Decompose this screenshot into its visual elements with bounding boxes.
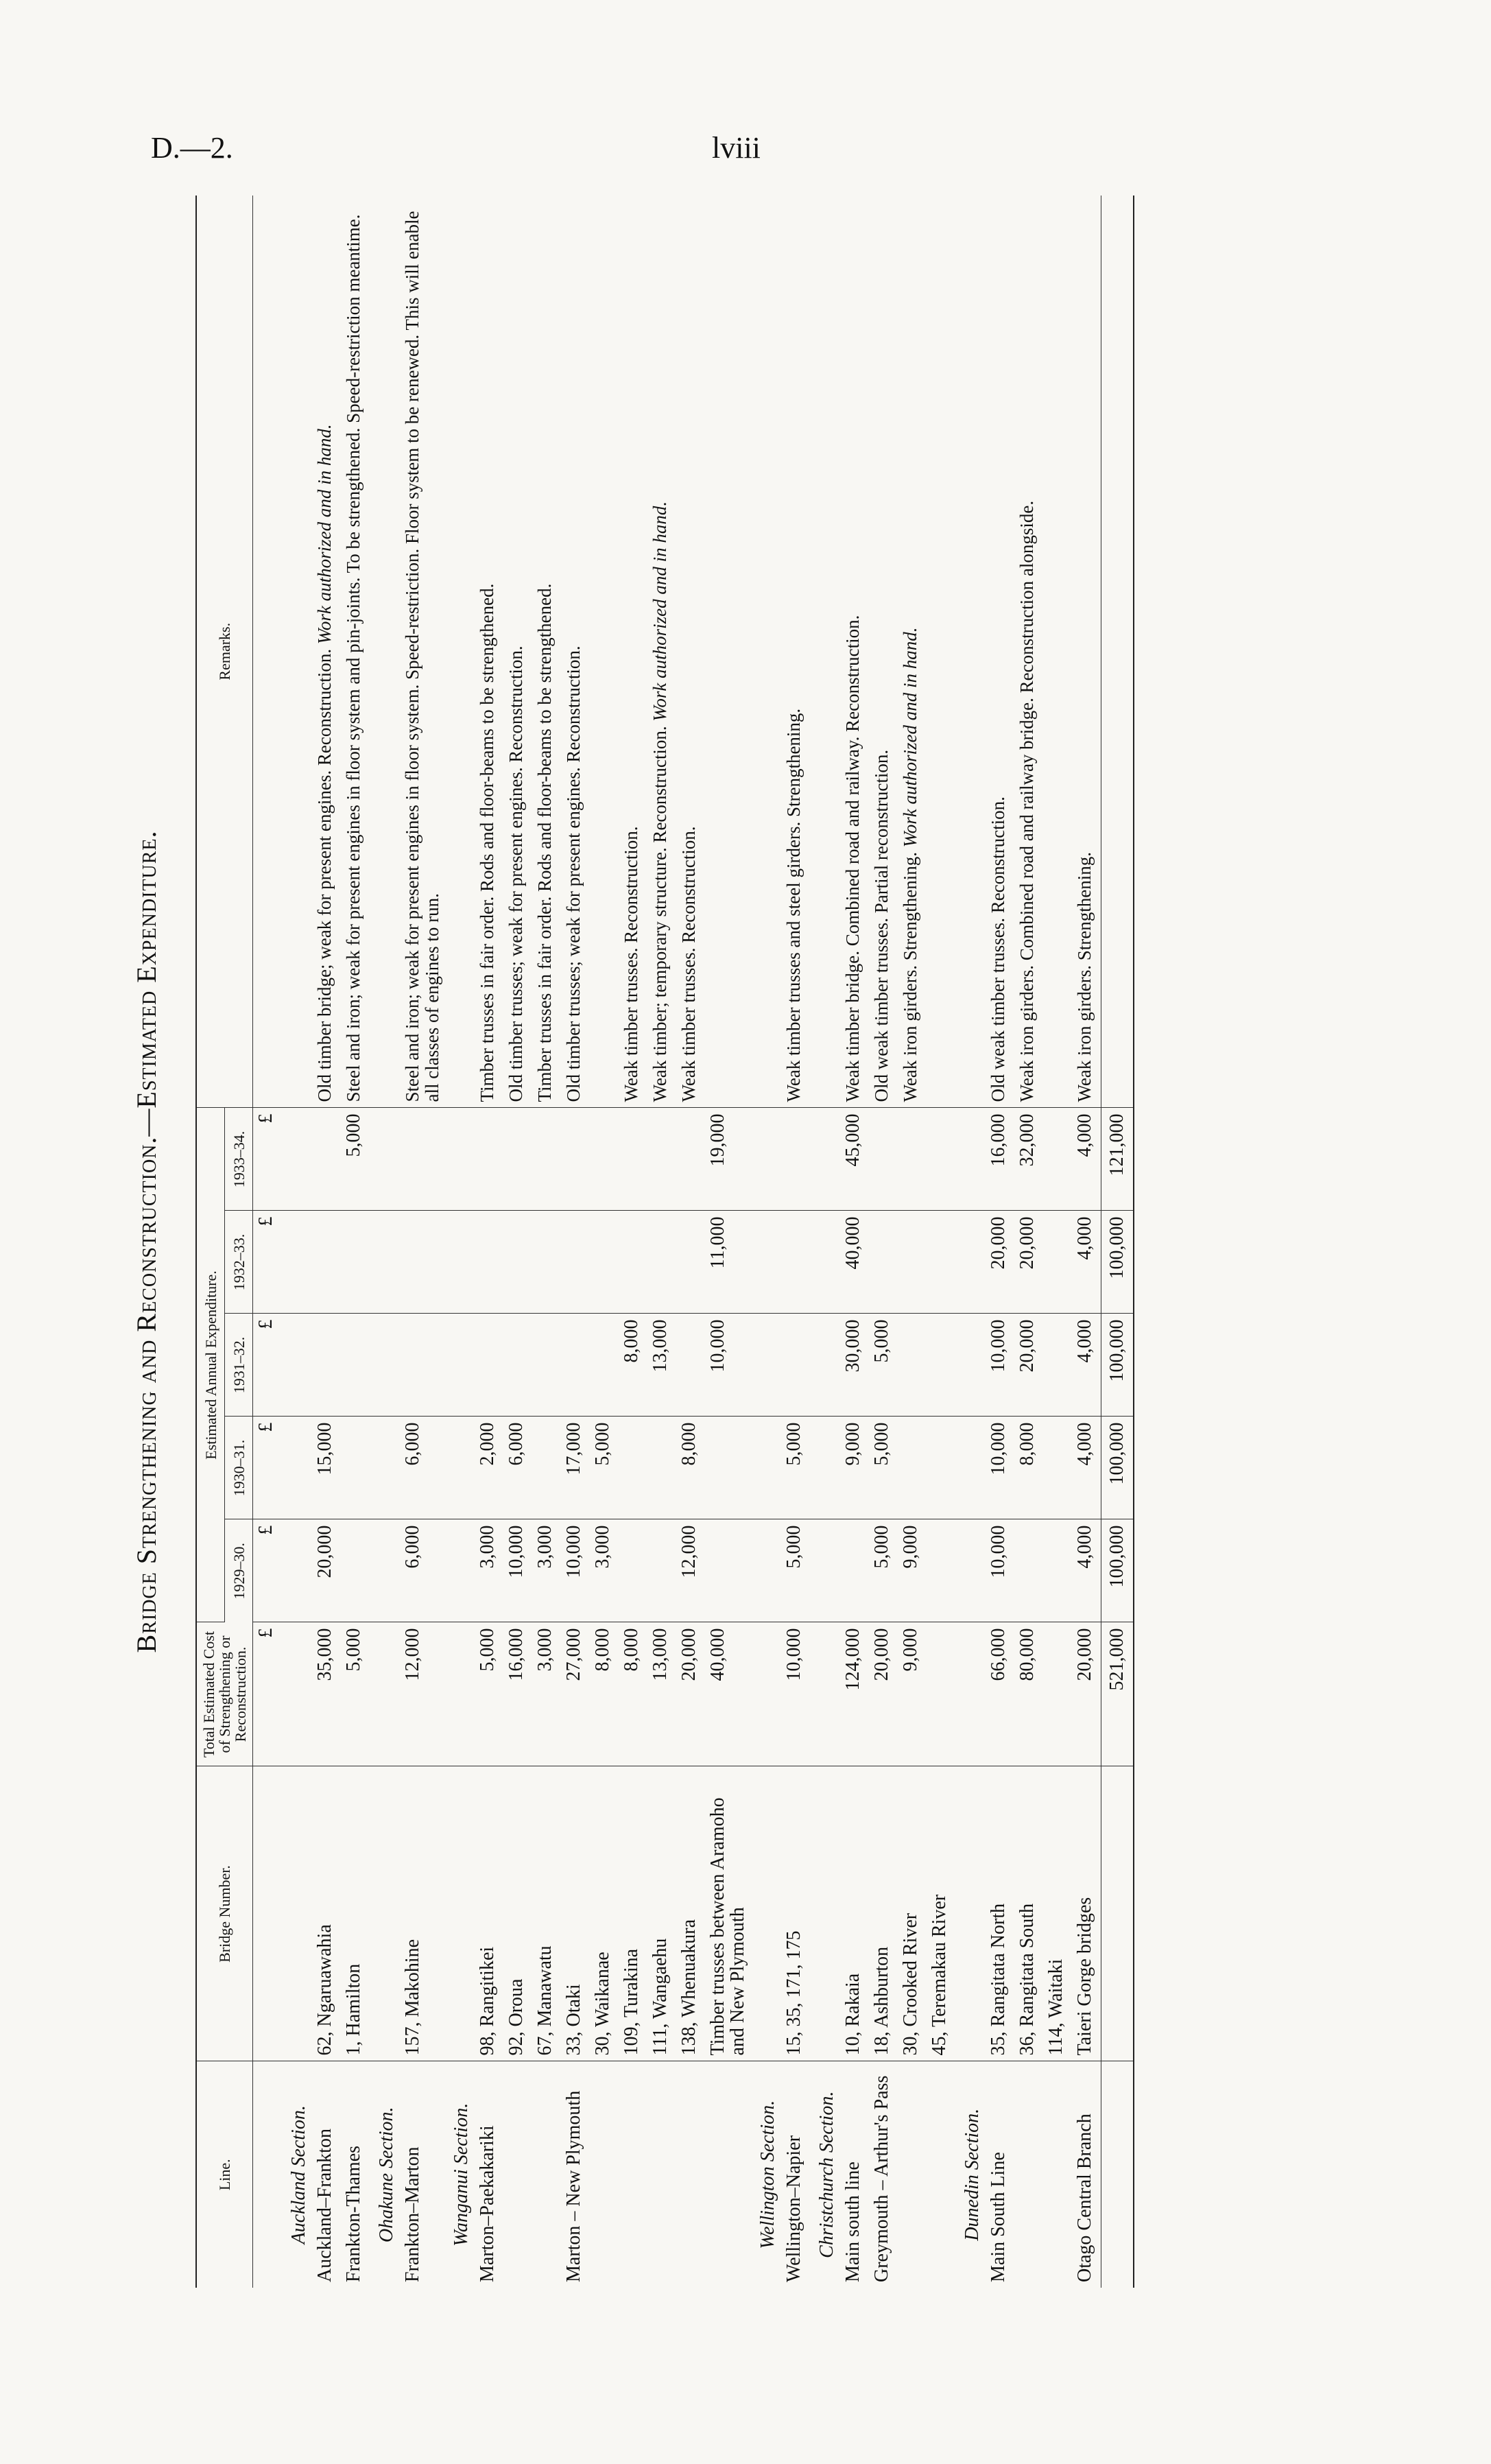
total-cell: 35,000 [312, 1622, 341, 1766]
currency-mark: £ [253, 1211, 283, 1314]
remarks-cell: Weak iron girders. Combined road and railway bridge. Reconstruction alongside. [1014, 196, 1043, 1108]
table-row: Main south line 10, Rakaia 124,000 9,000 30,000 40,000 45,000 Weak timber bridge. Combined road and railway. Reconstruction. [840, 196, 869, 2288]
year-cell [312, 1211, 341, 1314]
line-cell: Greymouth – Arthur's Pass [870, 2075, 892, 2282]
line-cell: Marton–Paekakariki [476, 2125, 498, 2282]
col-annual: Estimated Annual Expenditure. [196, 1108, 225, 1622]
bridge-cell: 30, Waikanae [590, 1766, 619, 2061]
table-row: 36, Rangitata South 80,000 8,000 20,000 20,000 32,000 Weak iron girders. Combined road and railway bridge. Reconstruction alongside. [1014, 196, 1043, 2288]
col-total: Total Estimated Cost of Strengthening or Reconstruction. [196, 1622, 253, 1766]
currency-mark: £ [253, 1622, 283, 1766]
table-row: Main South Line 35, Rangitata North 66,000 10,000 10,000 10,000 20,000 16,000 Old weak timber trusses. Reconstruction. [986, 196, 1014, 2288]
year-sum: 100,000 [1101, 1519, 1134, 1622]
line-cell: Frankton-Thames [343, 2145, 365, 2282]
bridge-cell: 67, Manawatu [532, 1766, 561, 2061]
bridge-cell: 18, Ashburton [869, 1766, 898, 2061]
bridge-cell: 157, Makohine [400, 1766, 444, 2061]
remarks-cell: Weak iron girders. Strengthening. [1072, 196, 1101, 1108]
line-cell: Main south line [842, 2161, 863, 2282]
table-row: 30, Waikanae 8,000 3,000 5,000 [590, 196, 619, 2288]
col-year: 1932–33. [225, 1211, 253, 1314]
remarks-cell: Old weak timber trusses. Partial reconstruction. [869, 196, 898, 1108]
section-heading: Ohakune Section. [376, 2107, 398, 2242]
bridge-cell: 114, Waitaki [1043, 1766, 1072, 2061]
year-sum: 100,000 [1101, 1211, 1134, 1314]
remarks-cell: Timber trusses in fair order. Rods and floor-beams to be strengthened. [532, 196, 561, 1108]
year-cell: 20,000 [312, 1519, 341, 1622]
rotated-table-sheet [130, 196, 1379, 2288]
table-row: Marton–Paekakariki 98, Rangitikei 5,000 3,000 2,000 Timber trusses in fair order. Rods and floor-beams to be strengthened. [475, 196, 503, 2288]
table-row: 111, Wangaehu 13,000 13,000 Weak timber; temporary structure. Reconstruction. Work authorized and in hand. [647, 196, 676, 2288]
section-heading: Christchurch Section. [815, 2091, 837, 2258]
expenditure-table [195, 196, 1134, 2288]
table-row: Frankton–Marton 157, Makohine 12,000 6,000 6,000 Steel and iron; weak for present engines in floor system. Speed-restriction. Floor system to be renewed. This will enable all classes of engines to run. [400, 196, 444, 2288]
currency-row [253, 196, 283, 2288]
table-row: Wellington–Napier 15, 35, 171, 175 10,000 5,000 5,000 Weak timber trusses and steel girders. Strengthening. [781, 196, 810, 2288]
remarks-cell: Old timber trusses; weak for present engines. Reconstruction. [503, 196, 532, 1108]
bridge-cell: 62, Ngaruawahia [312, 1766, 341, 2061]
section-heading: Auckland Section. [288, 2105, 310, 2244]
bridge-cell: Taieri Gorge bridges [1072, 1766, 1101, 2061]
line-cell: Main South Line [987, 2152, 1009, 2282]
section-heading: Wanganui Section. [450, 2102, 472, 2247]
section-heading: Wellington Section. [756, 2100, 778, 2249]
col-line: Line. [196, 2061, 253, 2288]
bridge-cell: Timber trusses between Aramoho and New Plymouth [705, 1766, 751, 2061]
col-year: 1931–32. [225, 1314, 253, 1417]
col-remarks: Remarks. [196, 196, 253, 1108]
remarks-cell: Weak timber bridge. Combined road and railway. Reconstruction. [840, 196, 869, 1108]
remarks-cell: Weak timber trusses and steel girders. Strengthening. [781, 196, 810, 1108]
table-row: 109, Turakina 8,000 8,000 Weak timber trusses. Reconstruction. [619, 196, 647, 2288]
bridge-cell: 10, Rakaia [840, 1766, 869, 2061]
table-row: 30, Crooked River 9,000 9,000 Weak iron girders. Strengthening. Work authorized and in hand. [898, 196, 927, 2288]
remarks-cell: Weak timber trusses. Reconstruction. [676, 196, 705, 1108]
bridge-cell: 92, Oroua [503, 1766, 532, 2061]
page-number: lviii [712, 131, 761, 165]
col-year: 1930–31. [225, 1417, 253, 1519]
bridge-cell: 138, Whenuakura [676, 1766, 705, 2061]
currency-mark: £ [253, 1108, 283, 1211]
bridge-cell: 35, Rangitata North [986, 1766, 1014, 2061]
table-row: 92, Oroua 16,000 10,000 6,000 Old timber trusses; weak for present engines. Reconstruction. [503, 196, 532, 2288]
remarks-cell: Old timber trusses; weak for present engines. Reconstruction. [561, 196, 590, 1108]
year-cell: 15,000 [312, 1417, 341, 1519]
currency-mark: £ [253, 1417, 283, 1519]
bridge-cell: 98, Rangitikei [475, 1766, 503, 2061]
doc-code: D.—2. [151, 131, 233, 165]
year-sum: 100,000 [1101, 1314, 1134, 1417]
line-cell: Frankton–Marton [402, 2146, 424, 2282]
remarks-cell: Weak timber; temporary structure. Reconstruction. Work authorized and in hand. [647, 196, 676, 1108]
bridge-cell: 36, Rangitata South [1014, 1766, 1043, 2061]
bridge-cell: 15, 35, 171, 175 [781, 1766, 810, 2061]
table-row [341, 196, 370, 2288]
total-sum: 521,000 [1101, 1622, 1134, 1766]
col-bridge: Bridge Number. [196, 1766, 253, 2061]
year-cell: 5,000 [341, 1108, 370, 1211]
currency-mark: £ [253, 1314, 283, 1417]
year-cell [312, 1108, 341, 1211]
remarks-cell: Old weak timber trusses. Reconstruction. [986, 196, 1014, 1108]
bridge-cell: 33, Otaki [561, 1766, 590, 2061]
table-row: 138, Whenuakura 20,000 12,000 8,000 Weak timber trusses. Reconstruction. [676, 196, 705, 2288]
remarks-cell: Steel and iron; weak for present engines in floor system and pin-joints. To be strengthened. Speed-restriction meantime. [341, 196, 370, 1108]
table-row: Marton – New Plymouth 33, Otaki 27,000 10,000 17,000 Old timber trusses; weak for present engines. Reconstruction. [561, 196, 590, 2288]
remarks-cell: Timber trusses in fair order. Rods and floor-beams to be strengthened. [475, 196, 503, 1108]
remarks-cell: Weak timber trusses. Reconstruction. [619, 196, 647, 1108]
table-row: Greymouth – Arthur's Pass 18, Ashburton 20,000 5,000 5,000 5,000 Old weak timber trusses. Partial reconstruction. [869, 196, 898, 2288]
table-title: Bridge Strengthening and Reconstruction.—Estimated Expenditure. [131, 830, 162, 1653]
table-row: Otago Central Branch Taieri Gorge bridges 20,000 4,000 4,000 4,000 4,000 4,000 Weak iron girders. Strengthening. [1072, 196, 1101, 2288]
year-cell [312, 1314, 341, 1417]
totals-row [1101, 196, 1134, 2288]
total-cell: 12,000 [400, 1622, 444, 1766]
table-row [927, 196, 955, 2288]
remarks-cell: Steel and iron; weak for present engines in floor system. Speed-restriction. Floor system to be renewed. This will enable all classes of engines to run. [400, 196, 444, 1108]
bridge-cell: 1, Hamilton [341, 1766, 370, 2061]
total-cell: 5,000 [341, 1622, 370, 1766]
remarks-cell: Old timber bridge; weak for present engines. Reconstruction. Work authorized and in hand. [312, 196, 341, 1108]
year-sum: 100,000 [1101, 1417, 1134, 1519]
table-row [312, 196, 341, 2288]
section-heading: Dunedin Section. [961, 2108, 983, 2241]
bridge-cell: 45, Teremakau River [927, 1766, 955, 2061]
table-row: Timber trusses between Aramoho and New Plymouth 40,000 10,000 11,000 19,000 [705, 196, 751, 2288]
line-cell: Wellington–Napier [783, 2135, 804, 2282]
table-row [1043, 196, 1072, 2288]
bridge-cell: 109, Turakina [619, 1766, 647, 2061]
table-row: 67, Manawatu 3,000 3,000 Timber trusses in fair order. Rods and floor-beams to be strengthened. [532, 196, 561, 2288]
line-cell: Otago Central Branch [1073, 2113, 1095, 2282]
col-year: 1933–34. [225, 1108, 253, 1211]
col-year: 1929–30. [225, 1519, 253, 1622]
remarks-cell: Weak iron girders. Strengthening. Work authorized and in hand. [898, 196, 927, 1108]
line-cell: Auckland–Frankton [314, 2129, 336, 2282]
bridge-cell: 30, Crooked River [898, 1766, 927, 2061]
currency-mark: £ [253, 1519, 283, 1622]
line-cell: Marton – New Plymouth [562, 2090, 584, 2282]
year-sum: 121,000 [1101, 1108, 1134, 1211]
bridge-cell: 111, Wangaehu [647, 1766, 676, 2061]
